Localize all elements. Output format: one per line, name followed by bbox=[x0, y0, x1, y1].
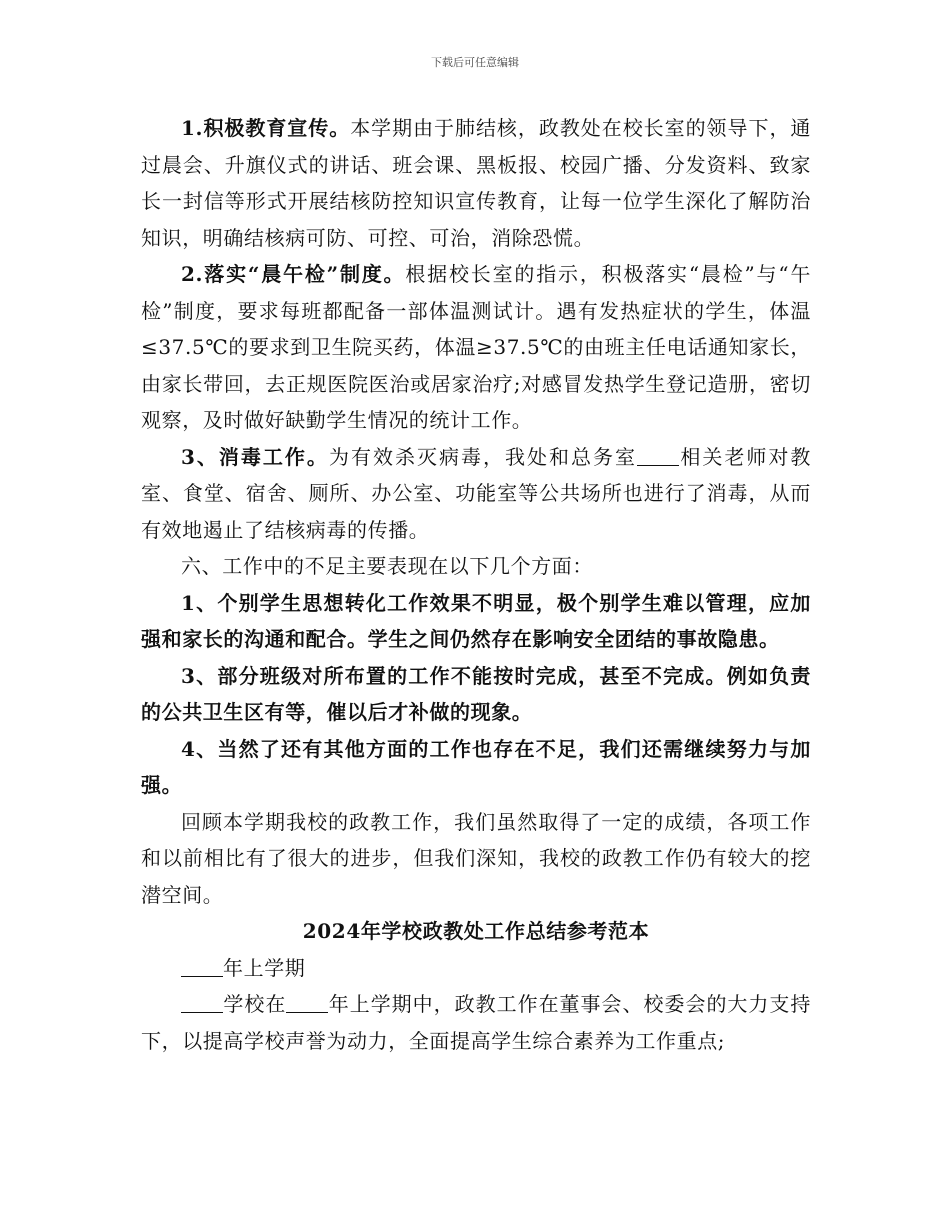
paragraph-lead: 3、消毒工作。 bbox=[181, 444, 329, 469]
paragraph-shortcoming-4: 4、当然了还有其他方面的工作也存在不足，我们还需继续努力与加强。 bbox=[141, 736, 811, 797]
document-title: 2024年学校政教处工作总结参考范本 bbox=[302, 919, 650, 943]
section-heading-shortcomings: 六、工作中的不足主要表现在以下几个方面： bbox=[181, 554, 593, 578]
paragraph-shortcoming-3: 3、部分班级对所布置的工作不能按时完成，甚至不完成。例如负责的公共卫生区有等，催以后才补做的现象。 bbox=[141, 663, 811, 724]
paragraph-text: 为有效杀灭病毒，我处和总务室 bbox=[328, 444, 637, 469]
paragraph-text: 本学期由于肺结核，政教处在校长室的领导下，通过晨会、升旗仪式的讲话、班会课、黑板报、校园广播、分发资料、致家长一封信等形式开展结核防控知识宣传教育，让每一位学生深化了解防治知识，明确结核病可防、可控、可治，消除恐慌。 bbox=[141, 116, 812, 250]
paragraph-intro bbox=[141, 986, 811, 1059]
fill-blank bbox=[181, 992, 223, 1013]
document-body bbox=[141, 110, 811, 1059]
fill-blank bbox=[181, 956, 223, 977]
paragraph-inspection bbox=[141, 256, 811, 439]
paragraph-text: 学校在 bbox=[223, 992, 287, 1016]
fill-blank bbox=[286, 992, 328, 1013]
paragraph-text: 根据校长室的指示，积极落实“晨检”与“午检”制度，要求每班都配备一部体温测试计。遇有发热症状的学生，体温≤37.5℃的要求到卫生院买药，体温≥37.5℃的由班主任电话通知家长，由家长带回，去正规医院医治或居家治疗;对感冒发热学生登记造册，密切观察，及时做好缺勤学生情况的统计工作。 bbox=[141, 262, 811, 432]
paragraph-text: 年上学期 bbox=[223, 955, 306, 980]
paragraph-shortcoming-1: 1、个别学生思想转化工作效果不明显，极个别学生难以管理，应加强和家长的沟通和配合。学生之间仍然存在影响安全团结的事故隐患。 bbox=[141, 590, 811, 651]
fill-blank bbox=[637, 445, 679, 466]
paragraph-publicity bbox=[141, 110, 811, 256]
paragraph-lead: 2.落实“晨午检”制度。 bbox=[181, 262, 406, 286]
paragraph-text: 相关老师对教室、食堂、宿舍、厕所、办公室、功能室等公共场所也进行了消毒，从而有效地遏止了结核病毒的传播。 bbox=[141, 444, 811, 542]
paragraph-text: 年上学期中，政教工作在董事会、校委会的大力支持下，以提高学校声誉为动力，全面提高学生综合素养为工作重点; bbox=[141, 992, 811, 1053]
page-header: 下载后可任意编辑 bbox=[431, 56, 519, 69]
paragraph-review: 回顾本学期我校的政教工作，我们虽然取得了一定的成绩，各项工作和以前相比有了很大的进步，但我们深知，我校的政教工作仍有较大的挖潜空间。 bbox=[141, 809, 811, 907]
paragraph-semester bbox=[141, 950, 811, 987]
paragraph-lead: 1.积极教育宣传。 bbox=[181, 116, 351, 140]
paragraph-disinfection bbox=[141, 439, 811, 549]
